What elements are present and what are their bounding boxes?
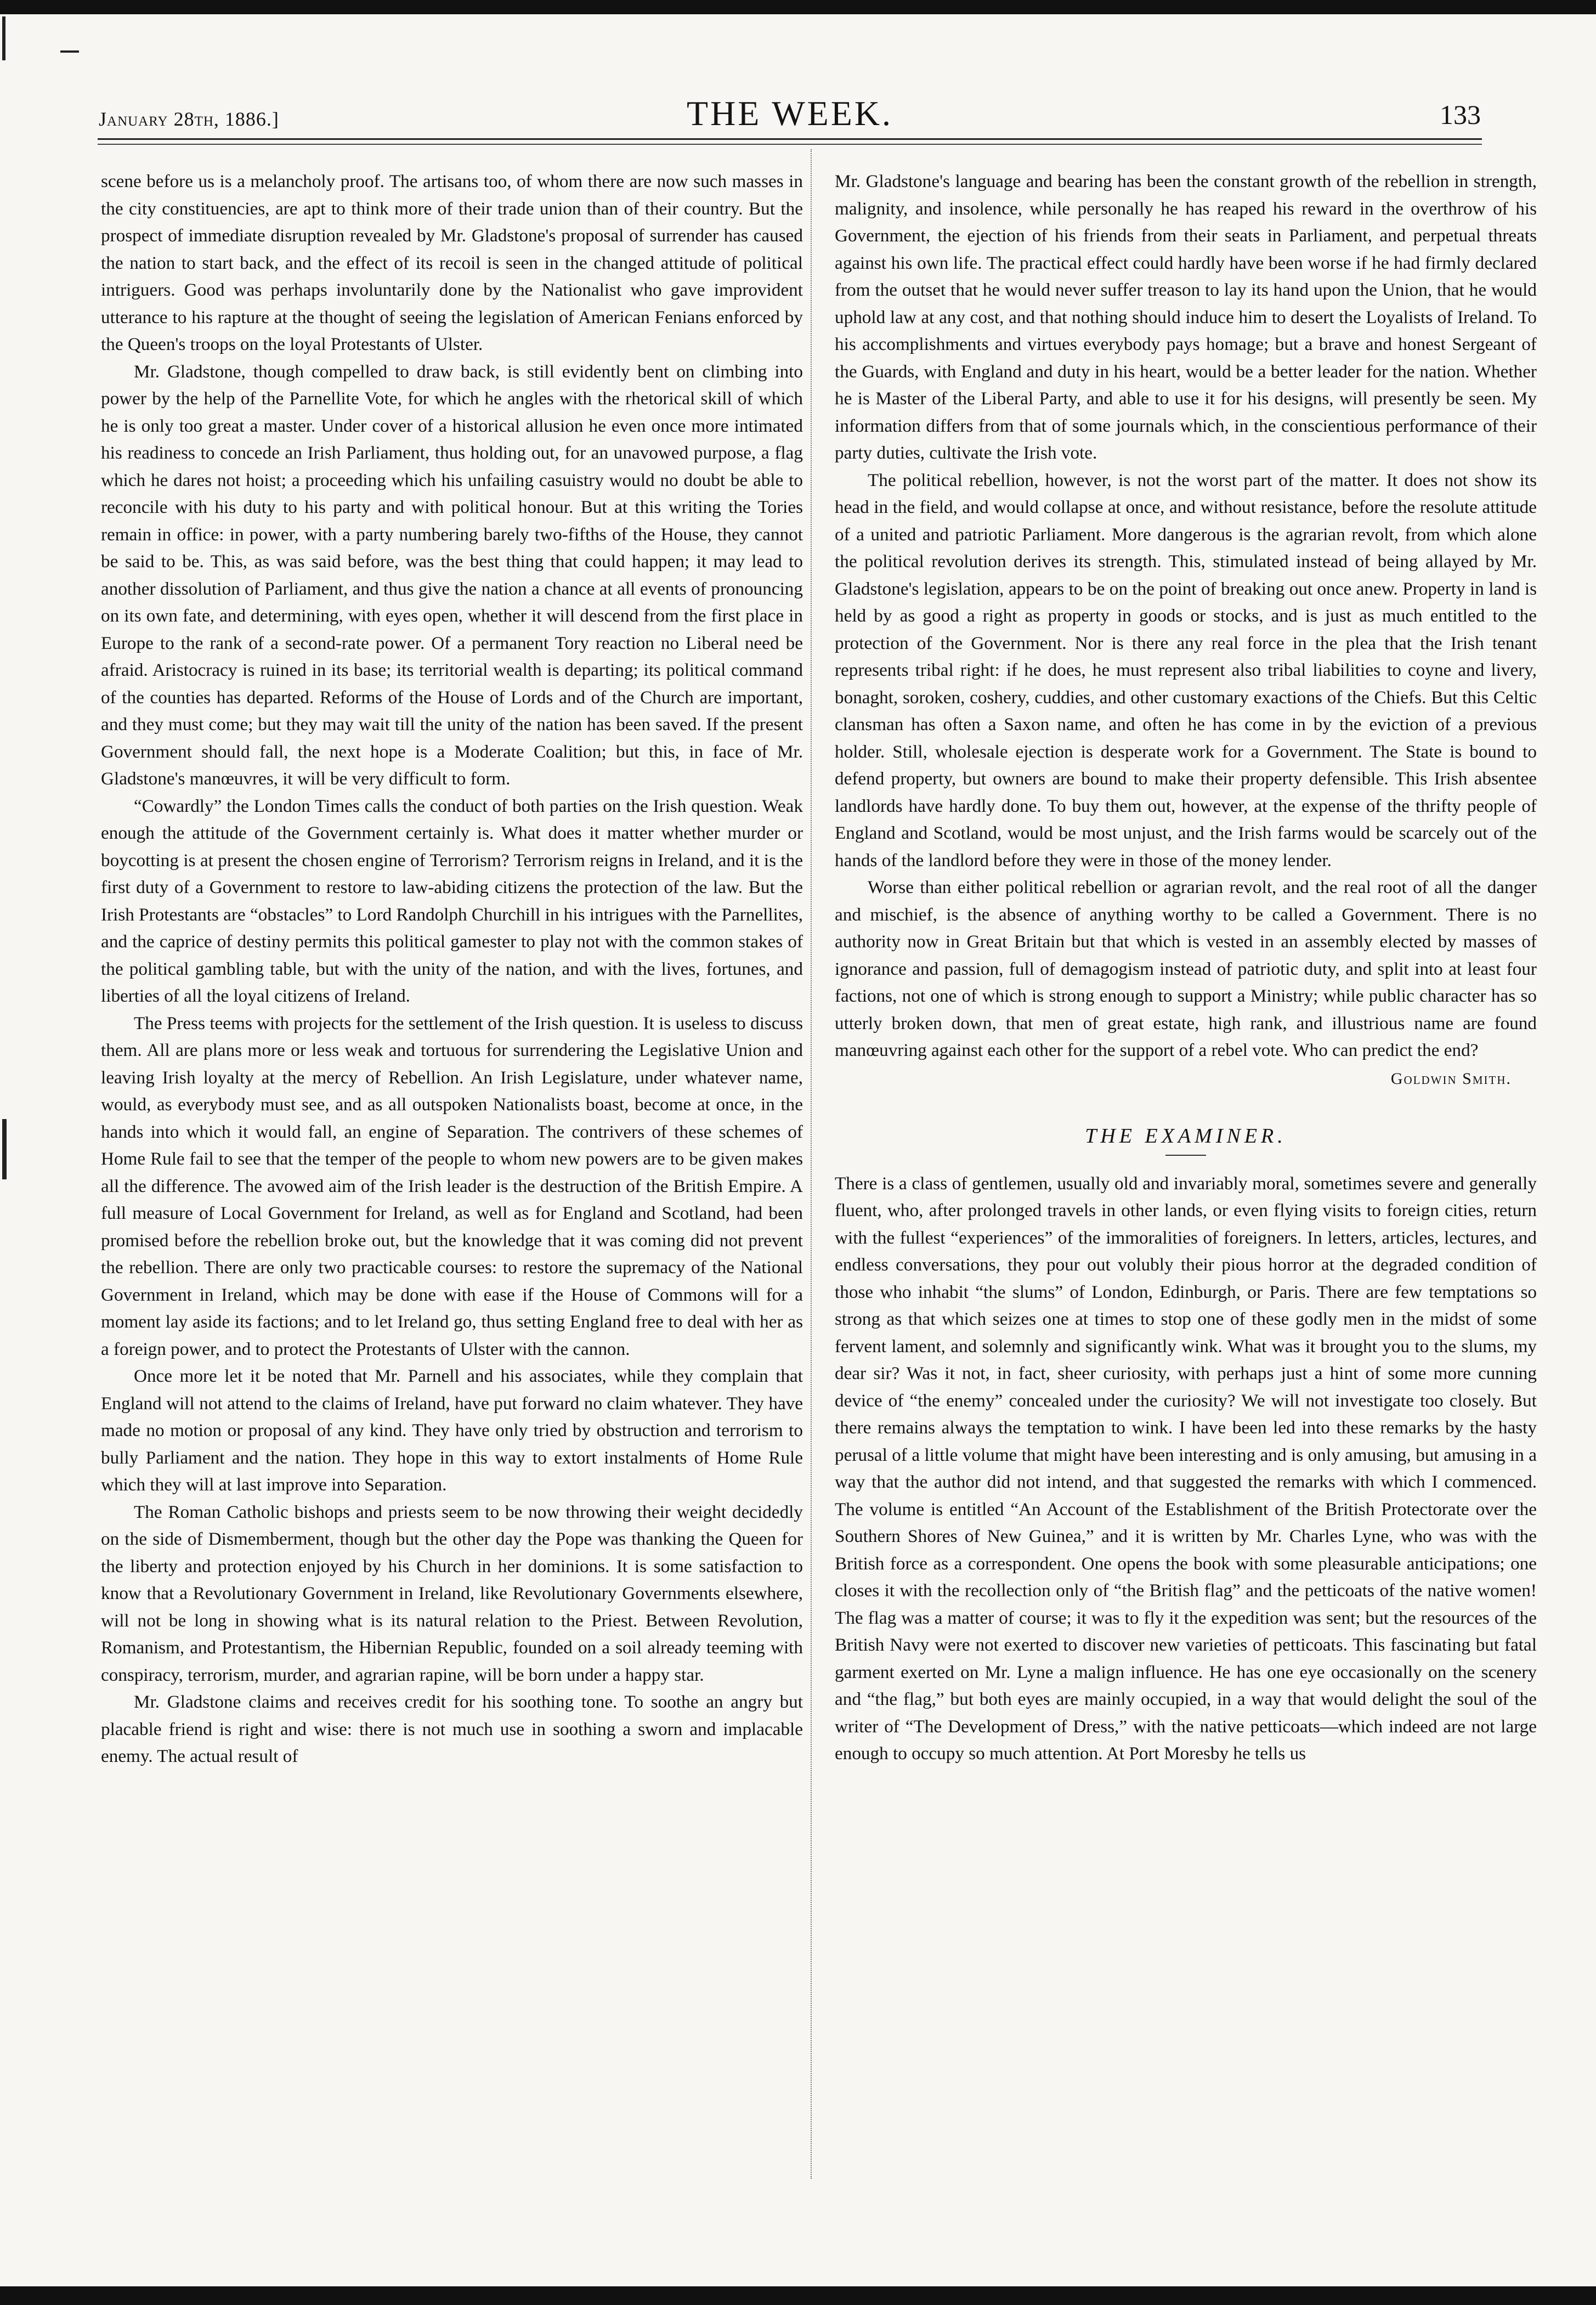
right-column [835, 168, 1537, 1767]
author-signature: Goldwin Smith. [1390, 1069, 1512, 1088]
scan-border-bottom [0, 2286, 1596, 2305]
left-column [101, 168, 803, 1770]
margin-mark [2, 16, 5, 60]
paragraph: The Press teems with projects for the settlement of the Irish question. It is useless to discuss them. All are plans more or less weak and tortuous for surrendering the Legislative Union and leaving Irish loyalty at the mercy of Rebellion. An Irish Legislature, under whatever name, would, as everybody must see, and as all outspoken Nationalists boast, become at once, in the hands into which it would fall, an engine of Separation. The contrivers of these schemes of Home Rule fail to see that the temper of the people to whom new powers are to be given makes all the difference. The avowed aim of the Irish leader is the destruction of the British Empire. A full measure of Local Government for Ireland, as well as for England and Scotland, had been promised before the rebellion broke out, but the knowledge that it was coming did not prevent the rebellion. There are only two practicable courses: to restore the supremacy of the National Government in Ireland, which may be done with ease if the House of Commons will for a moment lay aside its factions; and to let Ireland go, thus setting England free to deal with her as a foreign power, and to protect the Protestants of Ulster with the cannon. [101, 1013, 803, 1359]
paragraph: Mr. Gladstone's language and bearing has been the constant growth of the rebellion in strength, malignity, and insolence, while personally he has reaped his reward in the overthrow of his Government, the ejection of his friends from their seats in Parliament, and perpetual threats against his own life. The practical effect could hardly have been worse if he had firmly declared from the outset that he would never suffer treason to lay its hand upon the Union, that he would uphold law at any cost, and that nothing should induce him to desert the Loyalists of Ireland. To his accomplishments and virtues everybody pays homage; but a brave and honest Sergeant of the Guards, with England and duty in his heart, would be a better leader for the nation. Whether he is Master of the Liberal Party, and able to use it for his designs, will presently be seen. My information differs from that of some journals which, in the conscientious performance of their party duties, cultivate the Irish vote. [835, 171, 1537, 463]
scan-border-top [0, 0, 1596, 14]
paragraph: Once more let it be noted that Mr. Parnell and his associates, while they complain that England will not attend to the claims of Ireland, have put forward no claim whatever. They have made no motion or proposal of any kind. They have only tried by obstruction and terrorism to bully Parliament and the nation. They hope in this way to extort instalments of Home Rule which they will at last improve into Separation. [101, 1366, 803, 1495]
paragraph: Mr. Gladstone, though compelled to draw back, is still evidently bent on climbing into power by the help of the Parnellite Vote, for which he angles with the rhetorical skill of which he is only too great a master. Under cover of a historical allusion he even once more intimated his readiness to concede an Irish Parliament, thus holding out, for an unavowed purpose, a flag which he dares not hoist; a proceeding which his unfailing casuistry would no doubt be able to reconcile with his duty to his party and with political honour. But at this writing the Tories remain in office: in power, with a party numbering barely two-fifths of the House, they cannot be said to be. This, as was said before, was the best thing that could happen; it may lead to another dissolution of Parliament, and thus give the nation a chance at all events of pronouncing on its own fate, and determining, with eyes open, whether it will descend from the first place in Europe to the rank of a second-rate power. Of a permanent Tory reaction no Liberal need be afraid. Aristocracy is ruined in its base; its territorial wealth is departing; its political command of the counties has departed. Reforms of the House of Lords and of the Church are important, and they must come; but they may wait till the unity of the nation has been saved. If the present Government should fall, the next hope is a Moderate Coalition; but this, in face of Mr. Gladstone's manœuvres, it will be very difficult to form. [101, 361, 803, 789]
paragraph: scene before us is a melancholy proof. The artisans too, of whom there are now such masses in the city constituencies, are apt to think more of their trade union than of their country. But the prospect of immediate disruption revealed by Mr. Gladstone's proposal of surrender has caused the nation to start back, and the effect of its recoil is seen in the changed attitude of political intriguers. Good was perhaps involuntarily done by the Nationalist who gave improvident utterance to his rapture at the thought of seeing the legislation of American Fenians enforced by the Queen's troops on the loyal Protestants of Ulster. [101, 171, 803, 354]
section-title: THE EXAMINER. [1085, 1125, 1287, 1148]
section-rule [1165, 1155, 1206, 1156]
paragraph: The Roman Catholic bishops and priests seem to be now throwing their weight decidedly on the side of Dismemberment, though but the other day the Pope was thanking the Queen for the liberty and protection enjoyed by his Church in her dominions. It is some satisfaction to know that a Revolutionary Government in Ireland, like Revolutionary Governments elsewhere, will not be long in showing what is its natural relation to the Priest. Between Revolution, Romanism, and Protestantism, the Hibernian Republic, founded on a soil already teeming with conspiracy, terrorism, murder, and agrarian rapine, will be born under a happy star. [101, 1501, 803, 1685]
header-rule [98, 138, 1482, 140]
publication-title: THE WEEK. [686, 94, 893, 133]
margin-mark [2, 1119, 7, 1179]
page-number: 133 [1440, 99, 1481, 130]
paragraph: Worse than either political rebellion or agrarian revolt, and the real root of all the danger and mischief, is the absence of anything worthy to be called a Government. There is no authority now in Great Britain but that which is vested in an assembly elected by masses of ignorance and passion, full of demagogism instead of patriotic duty, and split into at least four factions, not one of which is strong enough to support a Ministry; while public character has so utterly broken down, that men of great estate, high rank, and illustrious name are found manœuvring against each other for the support of a rebel vote. Who can predict the end? [835, 877, 1537, 1060]
masthead [99, 93, 1481, 132]
paragraph: “Cowardly” the London Times calls the conduct of both parties on the Irish question. Weak enough the attitude of the Government certainly is. What does it matter whether murder or boycotting is at present the chosen engine of Terrorism? Terrorism reigns in Ireland, and it is the first duty of a Government to restore to law-abiding citizens the protection of the law. But the Irish Protestants are “obstacles” to Lord Randolph Churchill in his intrigues with the Parnellites, and the caprice of destiny permits this political gamester to play not with the common stakes of the political gambling table, but with the unity of the nation, and with the lives, fortunes, and liberties of all the loyal citizens of Ireland. [101, 795, 803, 1006]
header-rule-secondary [98, 144, 1482, 145]
margin-mark [60, 50, 79, 53]
column-divider [811, 149, 812, 2179]
paragraph: Mr. Gladstone claims and receives credit for his soothing tone. To soothe an angry but placable friend is right and wise: there is not much use in soothing a sworn and implacable enemy. The actual result of [101, 1692, 803, 1766]
issue-date: January 28th, 1886.] [99, 108, 279, 130]
paragraph: There is a class of gentlemen, usually old and invariably moral, sometimes severe and generally fluent, who, after prolonged travels in other lands, or even flying visits to foreign cities, return with the fullest “experiences” of the immoralities of foreigners. In letters, articles, lectures, and endless conversations, they pour out volubly their pious horror at the degraded condition of those who inhabit “the slums” of London, Edinburgh, or Paris. There are few temptations so strong as that which seizes one at times to stop one of these godly men in the midst of some fervent lament, and solemnly and significantly wink. What was it brought you to the slums, my dear sir? Was it not, in fact, sheer curiosity, with perhaps just a hint of some more cunning device of “the enemy” concealed under the curiosity? We will not investigate too closely. But there remains always the temptation to wink. I have been led into these remarks by the hasty perusal of a little volume that might have been interesting and is only amusing, but amusing in a way that the author did not intend, and that suggested the remarks with which I commenced. The volume is entitled “An Account of the Establishment of the British Protectorate over the Southern Shores of New Guinea,” and it is written by Mr. Charles Lyne, who was with the British force as a correspondent. One opens the book with some pleasurable anticipations; one closes it with the recollection only of “the British flag” and the petticoats of the native women! The flag was a matter of course; it was to fly it the expedition was sent; but the resources of the British Navy were not exerted to discover new varieties of petticoats. This fascinating but fatal garment exerted on Mr. Lyne a malign influence. He has one eye occasionally on the scenery and “the flag,” but both eyes are mainly occupied, in a way that would delight the soul of the writer of “The Development of Dress,” with the native petticoats—which indeed are not large enough to occupy so much attention. At Port Moresby he tells us [835, 1173, 1537, 1764]
paragraph: The political rebellion, however, is not the worst part of the matter. It does not show its head in the field, and would collapse at once, and without resistance, before the resolute attitude of a united and patriotic Parliament. More dangerous is the agrarian revolt, from which alone the political revolution derives its strength. This, stimulated instead of being allayed by Mr. Gladstone's legislation, appears to be on the point of breaking out once anew. Property in land is held by as good a right as property in goods or stocks, and is just as much entitled to the protection of the Government. Nor is there any real force in the plea that the Irish tenant represents tribal right: if he does, he must represent also tribal liabilities to coyne and livery, bonaght, soroken, coshery, cuddies, and other customary exactions of the Chiefs. But this Celtic clansman has often a Saxon name, and often he has come in by the eviction of a previous holder. Still, wholesale ejection is desperate work for a Government. The State is bound to defend property, but owners are bound to make their property defensible. This Irish absentee landlords have hardly done. To buy them out, however, at the expense of the thrifty people of England and Scotland, would be most unjust, and the Irish farms would be scarcely out of the hands of the landlord before they were in those of the money lender. [835, 470, 1537, 871]
